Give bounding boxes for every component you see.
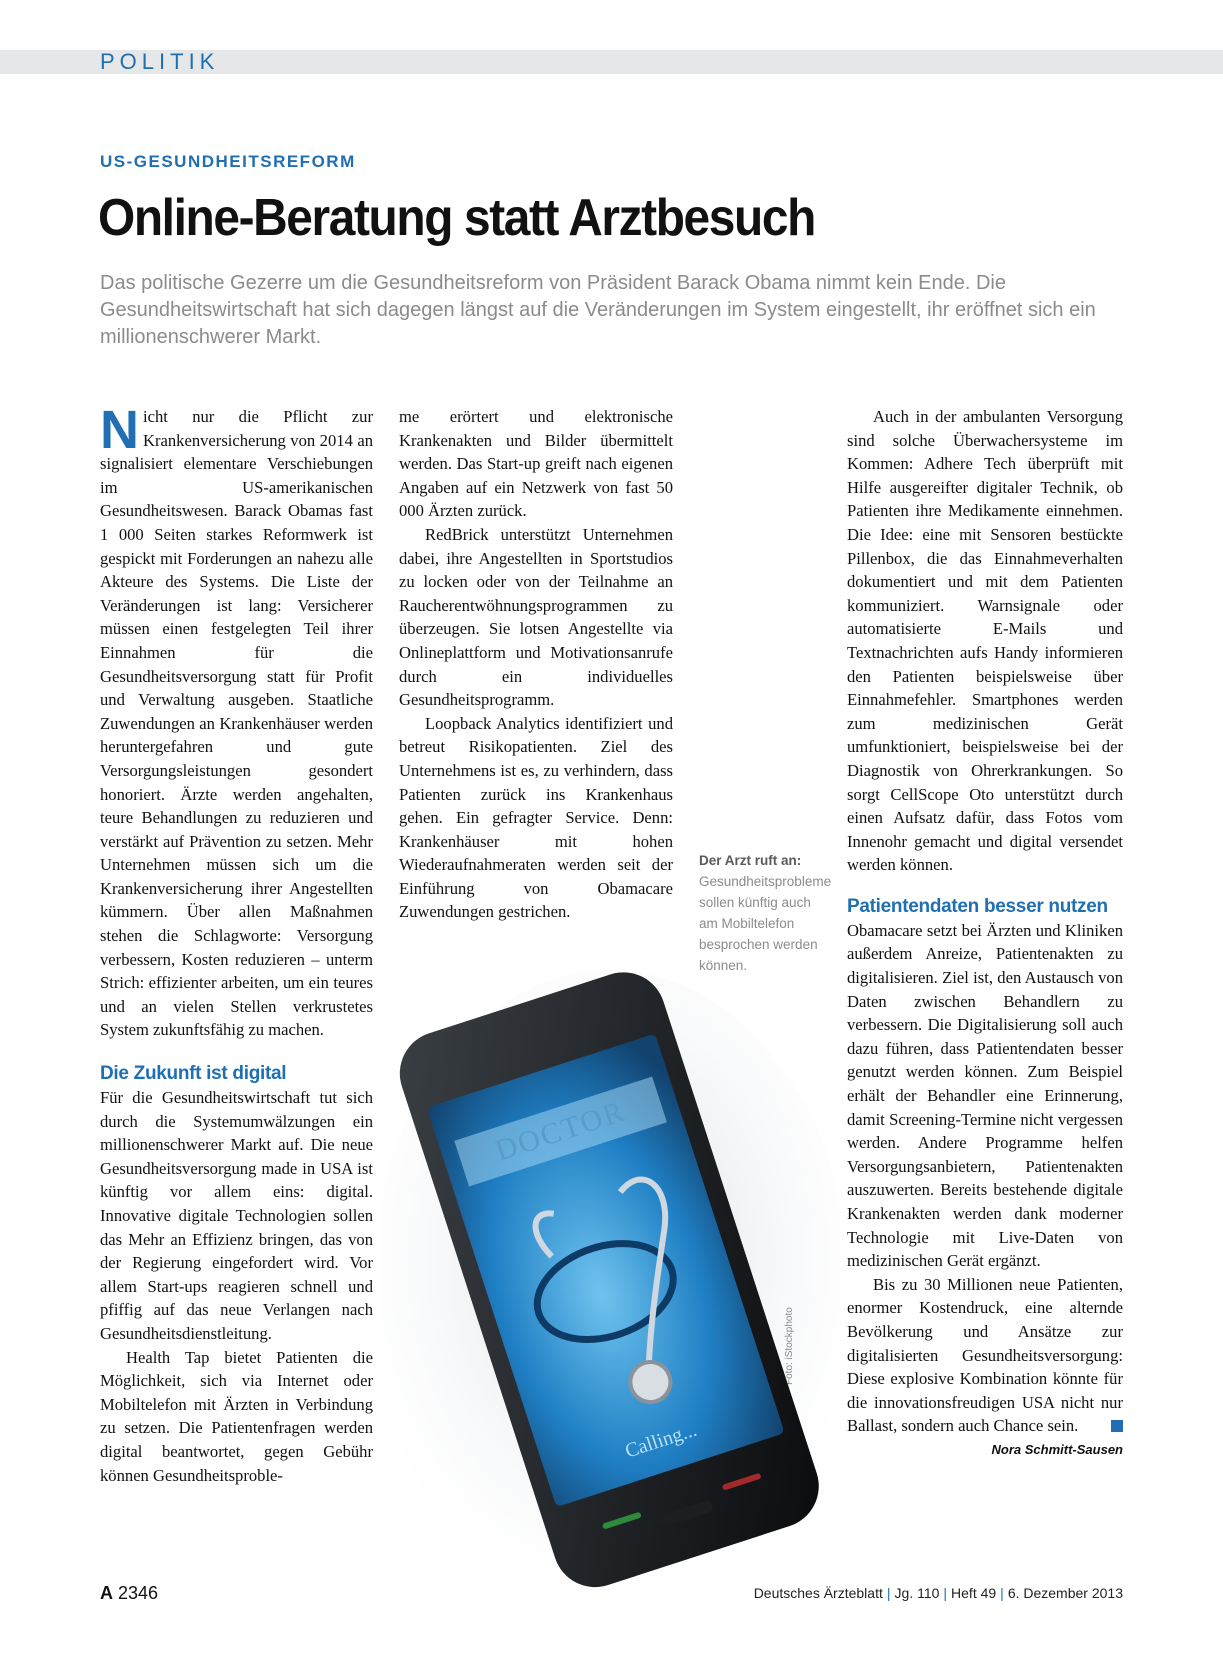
end-mark-icon [1111, 1420, 1123, 1432]
article-lead: Das politische Gezerre um die Gesundheitsreform von Präsident Barack Obama nimmt kein Ende. Die Gesundheitswirtschaft hat sich dagegen längst auf die Veränderungen im System eingestellt, ihr eröffnet sich ein millionenschwerer Markt. [100, 272, 1096, 348]
article-title: Online-Beratung statt Arztbesuch [98, 189, 815, 247]
paragraph: Auch in der ambulanten Versorgung sind solche Überwachersysteme im Kommen: Adhere Tech überprüft mit Hilfe ausgereifter digitaler Technik, ob Patienten ihre Medikamente einnehmen. Die Idee: eine mit Sensoren bestückte Pillenbox, die das Einnahmeverhalten dokumentiert und mit dem Patienten kommuniziert. Warnsignale oder automatisierte E-Mails und Textnachrichten aufs Handy informieren den Patienten beispielsweise über Einnahmefehler. Smartphones werden zum medizinischen Gerät umfunktioniert, beispielsweise bei der Diagnostik von Ohrerkrankungen. So sorgt CellScope Oto unterstützt durch einen Aufsatz dafür, dass Fotos vom Innenohr gemacht und digital versendet werden können. [847, 407, 1123, 875]
journal-name: Deutsches Ärzteblatt [753, 1585, 883, 1601]
paragraph: Loopback Analytics identifiziert und betreut Risikopatienten. Ziel des Unternehmens ist es, zu verhindern, dass Patienten zurück ins Krankenhaus gehen. Ein gefragter Service. Denn: Krankenhäuser mit hohen Wiederaufnahmeraten werden seit der Einführung von Obamacare Zuwendungen gestrichen. [399, 713, 673, 922]
paragraph: Health Tap bietet Patienten die Möglichkeit, sich via Internet oder Mobiltelefon mit Ärzten in Verbindung zu setzen. Die Patientenfragen werden digital beantwortet, gegen Gebühr können Gesundheitsproble- [100, 1347, 373, 1485]
issue-date: 6. Dezember 2013 [1007, 1585, 1123, 1601]
subheading: Patientendaten besser nutzen [847, 895, 1108, 917]
caption-heading: Der Arzt ruft an: [699, 853, 802, 868]
paragraph: me erörtert und elektronische Krankenakten und Bilder übermittelt werden. Das Start-up greift nach eigenen Angaben auf ein Netzwerk von fast 50 000 Ärzten zurück. [399, 407, 673, 521]
article-kicker: US-GESUNDHEITSREFORM [100, 152, 356, 171]
paragraph: Obamacare setzt bei Ärzten und Kliniken außerdem Anreize, Patientenakten zu digitalisieren. Ziel ist, den Austausch von Daten zwischen Behandlern zu verbessern. Die Digitalisierung soll auch dazu führen, dass Patientendaten besser genutzt werden können. Zum Beispiel erhält der Behandler eine Erinnerung, damit Screening-Termine nicht vergessen werden. Andere Programme helfen Versorgungsanbietern, Patientenakten auszuwerten. Bereits bestehende digitale Krankenakten werden dank moderner Technologie mit Live-Daten von medizinischen Gerät ergänzt. [847, 920, 1123, 1271]
caption-text: Gesundheitsprobleme sollen künftig auch am Mobiltelefon besprochen werden können. [699, 874, 832, 973]
author-byline: Nora Schmitt-Sausen [991, 1441, 1123, 1457]
page-number: A 2346 [100, 1583, 159, 1603]
paragraph: Für die Gesundheitswirtschaft tut sich durch die Systemumwälzungen ein millionenschwerer Markt auf. Die neue Gesundheitsversorgung made in USA ist künftig vor allem eins: digital. Innovative digitale Technologien sollen das Mehr an Effizienz bringen, das von der Regierung eingefordert wird. Vor allem Start-ups reagieren schnell und pfiffig auf das neue Verlangen nach Gesundheitsdienstleitung. [100, 1088, 373, 1343]
screen-status: Calling... [622, 1418, 700, 1463]
drop-cap: N [100, 400, 139, 460]
journal-issue: Heft 49 [951, 1585, 997, 1601]
paragraph-text: icht nur die Pflicht zur Krankenversicherung von 2014 an signalisiert elementare Verschiebungen im US-amerikanischen Gesundheitswesen. Barack Obamas fast 1 000 Seiten starkes Reformwerk ist gespickt mit Forderungen an nahezu alle Akteure des Systems. Die Liste der Veränderungen ist lang: Versicherer müssen einen festgelegten Teil ihrer Einnahmen für die Gesundheitsversorgung statt für Profit und Verwaltung ausgeben. Staatliche Zuwendungen an Krankenhäuser werden heruntergefahren und gute Versorgungsleistungen gesondert honoriert. Ärzte werden angehalten, teure Behandlungen zu reduzieren und verstärkt auf Prävention zu setzen. Mehr Unternehmen müssen sich um die Krankenversicherung ihrer Angestellten kümmern. Über allen Maßnahmen stehen die Schlagworte: Versorgung verbessern, Kosten reduzieren – unterm Strich: effizienter arbeiten, um ein teures und an vielen Stellen verkrustetes System zukunftsfähig zu machen. [100, 407, 373, 1040]
screen-title: DOCTOR [491, 1094, 630, 1168]
paragraph: RedBrick unterstützt Unternehmen dabei, ihre Angestellten in Sportstudios zu locken oder von der Teilnahme an Raucherentwöhnungsprogrammen zu überzeugen. Sie lotsen Angestellte via Onlineplattform und Motivationsanrufe durch ein individuelles Gesundheitsprogramm. [399, 524, 673, 710]
text-column-3 [847, 405, 1123, 1460]
journal-info: Deutsches Ärzteblatt | Jg. 110 | Heft 49 | 6. Dezember 2013 [753, 1585, 1123, 1601]
paragraph-text: Bis zu 30 Millionen neue Patienten, enormer Kostendruck, eine alternde Bevölkerung und Ansätze zur digitalisierten Gesundheitsversorgung: Diese explosive Kombination könnte für die innovationsfreudigen USA nicht nur Ballast, sondern auch Chance sein. [847, 1274, 1123, 1436]
paragraph [100, 400, 373, 1042]
smartphone-graphic [380, 950, 840, 1610]
smartphone-illustration [380, 950, 840, 1610]
paragraph [847, 1273, 1123, 1438]
subheading: Die Zukunft ist digital [100, 1063, 287, 1085]
text-column-1 [100, 400, 373, 1487]
section-label: POLITIK [100, 49, 220, 74]
journal-volume: Jg. 110 [894, 1585, 940, 1601]
text-column-2 [399, 405, 673, 924]
